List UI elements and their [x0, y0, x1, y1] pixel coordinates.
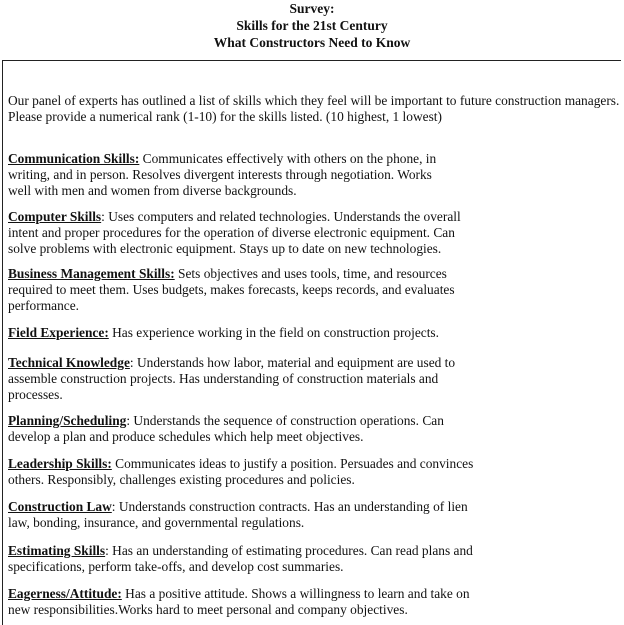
skill-text: specifications, perform take-offs, and develop cost summaries. — [8, 559, 344, 574]
skill-term: Estimating Skills — [8, 543, 106, 558]
skill-computer — [8, 209, 624, 257]
skill-text: : Has an understanding of estimating procedures. Can read plans and — [105, 543, 473, 558]
skill-text: assemble construction projects. Has understanding of construction materials and — [8, 371, 439, 386]
skill-text: law, bonding, insurance, and governmental regulations. — [8, 515, 305, 530]
skill-text: develop a plan and produce schedules which help meet objectives. — [8, 429, 364, 444]
skill-term: Planning/Scheduling — [8, 413, 127, 428]
skill-text: new responsibilities.Works hard to meet personal and company objectives. — [8, 602, 408, 617]
survey-frame — [2, 60, 621, 625]
skill-business-management — [8, 266, 624, 314]
skill-term: Field Experience: — [8, 325, 109, 340]
skill-text: well with men and women from diverse backgrounds. — [8, 183, 297, 198]
skill-text: solve problems with electronic equipment. Stays up to date on new technologies. — [8, 241, 442, 256]
skill-technical-knowledge — [8, 355, 624, 403]
skill-communication — [8, 151, 624, 199]
skill-term: Communication Skills: — [8, 151, 140, 166]
skill-text: Communicates ideas to justify a position. Persuades and convinces — [111, 456, 474, 471]
skill-term: Leadership Skills: — [8, 456, 112, 471]
skill-text: : Understands construction contracts. Has an understanding of lien — [111, 499, 468, 514]
skill-text: : Understands the sequence of construction operations. Can — [126, 413, 444, 428]
survey-title: Skills for the 21st Century — [236, 18, 388, 33]
skill-field-experience — [8, 325, 624, 341]
skill-term: Technical Knowledge — [8, 355, 130, 370]
survey-subtitle: What Constructors Need to Know — [213, 35, 411, 50]
skill-text: Has experience working in the field on construction projects. — [108, 325, 439, 340]
skill-planning-scheduling — [8, 413, 624, 445]
skill-text: : Uses computers and related technologies. Understands the overall — [101, 209, 461, 224]
skill-leadership — [8, 456, 624, 488]
skill-text: intent and proper procedures for the operation of diverse electronic equipment. Can — [8, 225, 455, 240]
skill-estimating — [8, 543, 624, 575]
skill-term: Eagerness/Attitude: — [8, 586, 122, 601]
skill-text: processes. — [8, 387, 63, 402]
skill-text: performance. — [8, 298, 80, 313]
skill-text: : Understands how labor, material and equipment are used to — [129, 355, 456, 370]
skill-text: writing, and in person. Resolves divergent interests through negotiation. Works — [8, 167, 432, 182]
survey-header — [0, 0, 624, 51]
skill-term: Computer Skills — [8, 209, 102, 224]
skill-text: others. Responsibly, challenges existing procedures and policies. — [8, 472, 355, 487]
skill-text: Has a positive attitude. Shows a willingness to learn and take on — [121, 586, 470, 601]
skill-text: Communicates effectively with others on the phone, in — [139, 151, 437, 166]
skill-term: Construction Law — [8, 499, 112, 514]
skill-term: Business Management Skills: — [8, 266, 175, 281]
skill-text: required to meet them. Uses budgets, makes forecasts, keeps records, and evaluates — [8, 282, 455, 297]
survey-intro: Our panel of experts has outlined a list of skills which they feel will be important to future construction managers. Please provide a numerical rank (1-10) for the skills listed. (10 highest, 1 lowest) — [8, 93, 620, 124]
skill-eagerness-attitude — [8, 586, 624, 618]
survey-label: Survey: — [289, 1, 335, 16]
skill-text: Sets objectives and uses tools, time, and resources — [174, 266, 447, 281]
skill-construction-law — [8, 499, 624, 531]
